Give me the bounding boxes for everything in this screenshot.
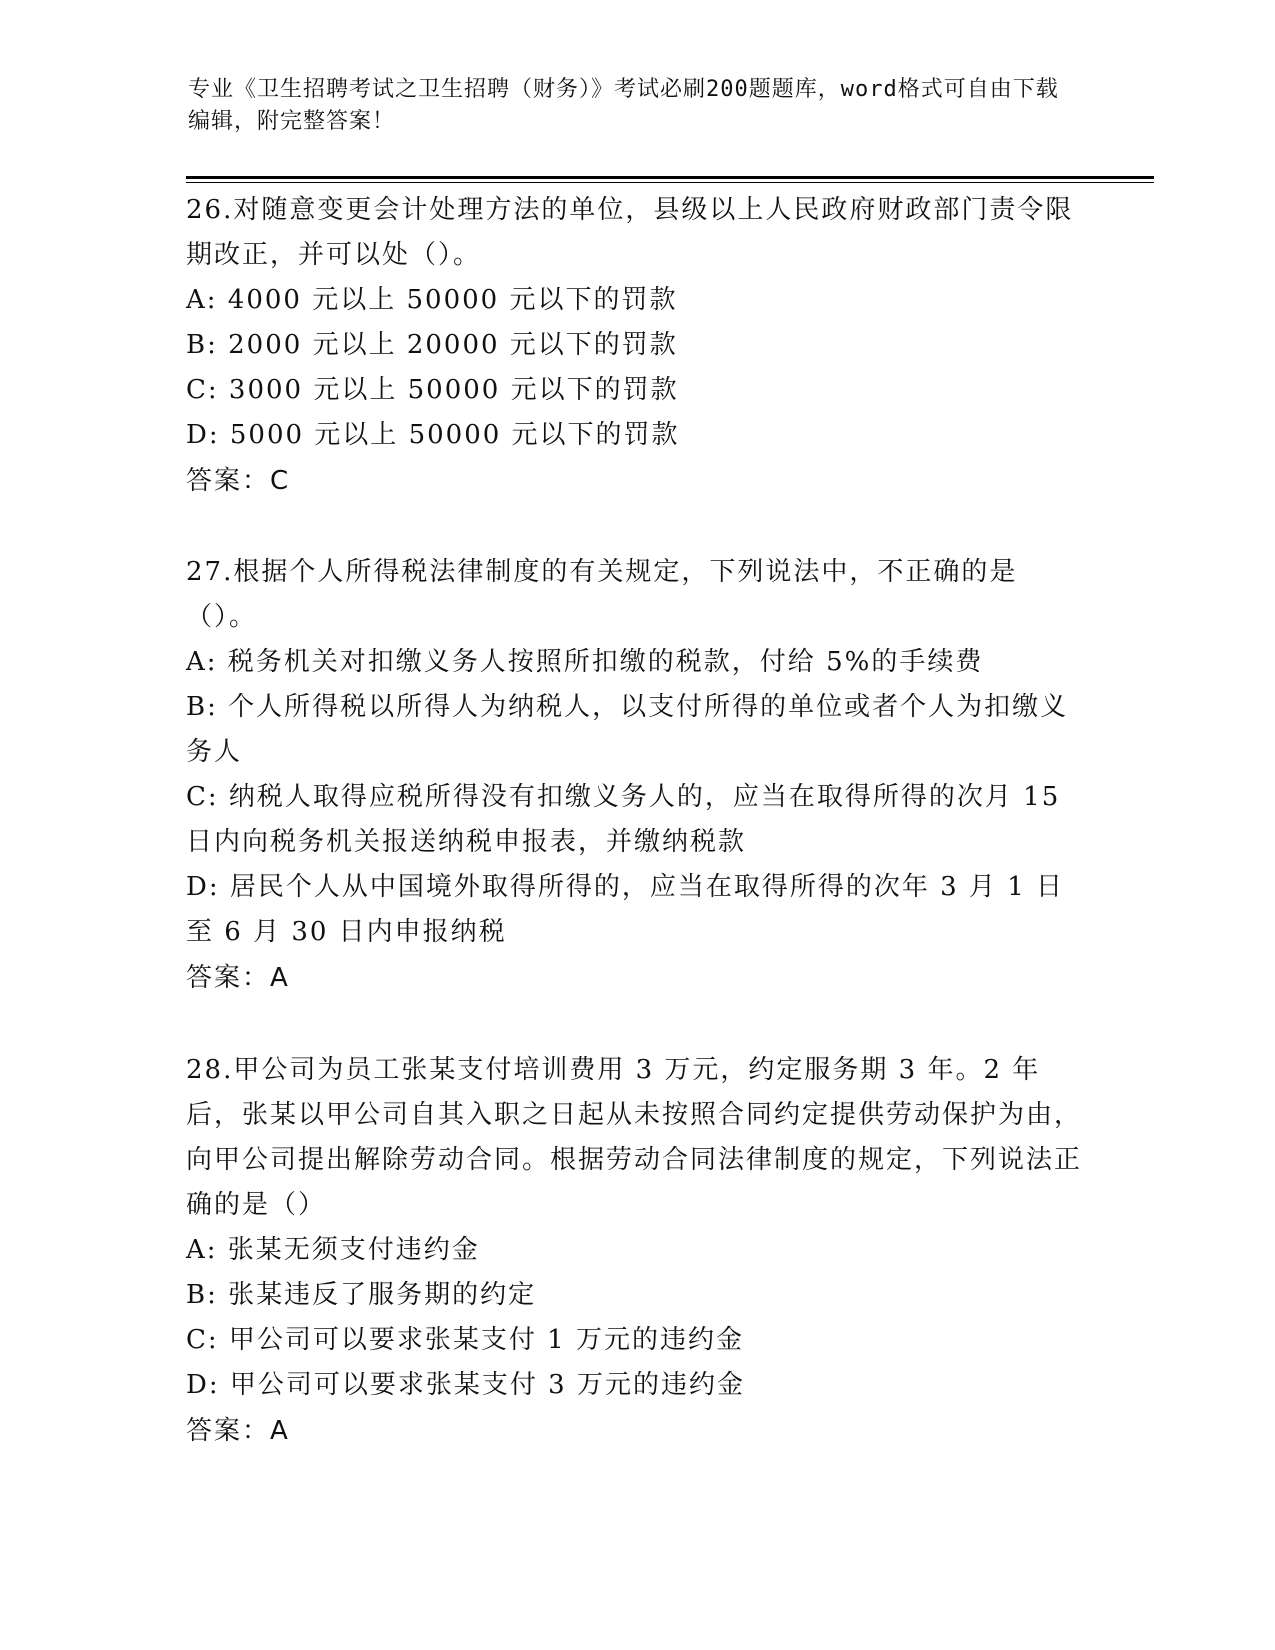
option-c: C: 3000 元以上 50000 元以下的罚款 [186, 375, 679, 405]
option-b: B: 张某违反了服务期的约定 [186, 1280, 537, 1310]
answer-line: 答案：C [186, 466, 291, 496]
question-27 [186, 550, 1086, 1001]
question-stem: 27.根据个人所得税法律制度的有关规定，下列说法中，不正确的是（）。 [186, 557, 1018, 632]
question-stem: 28.甲公司为员工张某支付培训费用 3 万元，约定服务期 3 年。2 年后，张某以甲公司自其入职之日起从未按照合同约定提供劳动保护为由，向甲公司提出解除劳动合同。根据劳动合同法律制度的规定，下列说法正确的是（） [186, 1055, 1083, 1220]
question-28 [186, 1048, 1086, 1454]
answer-line: 答案：A [186, 963, 290, 993]
option-c: C: 纳税人取得应税所得没有扣缴义务人的，应当在取得所得的次月 15 日内向税务机关报送纳税申报表，并缴纳税款 [186, 782, 1061, 857]
option-d: D: 甲公司可以要求张某支付 3 万元的违约金 [186, 1370, 745, 1400]
document-header: 专业《卫生招聘考试之卫生招聘（财务）》考试必刷200题题库，word格式可自由下载编辑，附完整答案！ [188, 77, 1059, 134]
option-b: B: 个人所得税以所得人为纳税人，以支付所得的单位或者个人为扣缴义务人 [186, 692, 1069, 767]
option-a: A: 税务机关对扣缴义务人按照所扣缴的税款，付给 5%的手续费 [186, 647, 984, 677]
option-c: C: 甲公司可以要求张某支付 1 万元的违约金 [186, 1325, 744, 1355]
question-stem: 26.对随意变更会计处理方法的单位，县级以上人民政府财政部门责令限期改正，并可以处（）。 [186, 195, 1074, 270]
option-a: A: 4000 元以上 50000 元以下的罚款 [186, 285, 678, 315]
option-a: A: 张某无须支付违约金 [186, 1235, 480, 1265]
option-d: D: 5000 元以上 50000 元以下的罚款 [186, 420, 680, 450]
option-b: B: 2000 元以上 20000 元以下的罚款 [186, 330, 678, 360]
question-26 [186, 188, 1086, 504]
header-divider-thick [186, 176, 1154, 179]
header-divider-thin [186, 182, 1154, 183]
option-d: D: 居民个人从中国境外取得所得的，应当在取得所得的次年 3 月 1 日至 6 月 30 日内申报纳税 [186, 872, 1065, 947]
answer-line: 答案：A [186, 1416, 290, 1446]
